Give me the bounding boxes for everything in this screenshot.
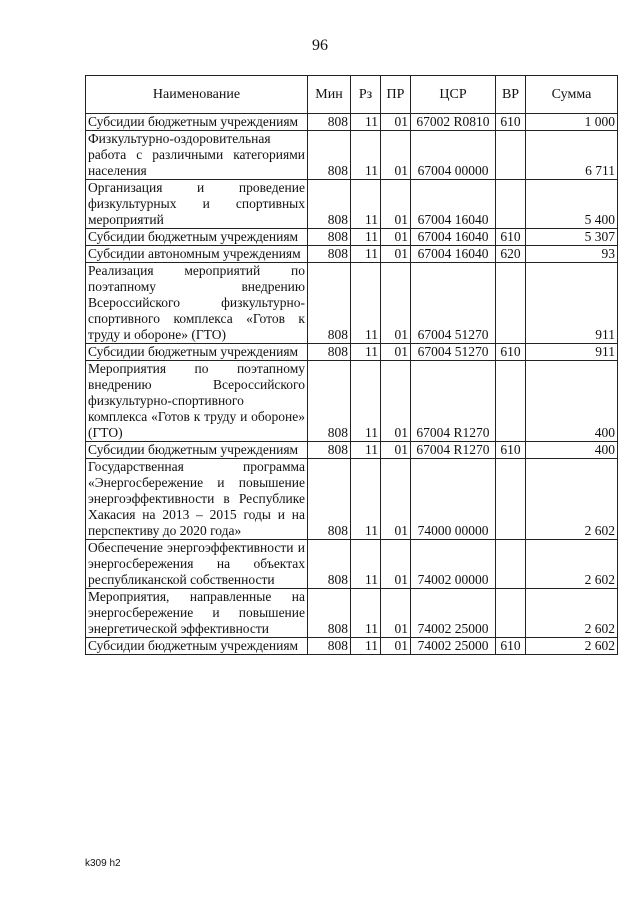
cell-min: 808 [308,442,351,459]
document-code: k309 h2 [85,858,121,869]
cell-min: 808 [308,229,351,246]
cell-sum: 911 [526,263,618,344]
cell-rz: 11 [351,229,381,246]
cell-pr: 01 [381,246,411,263]
cell-sum: 2 602 [526,589,618,638]
cell-name: Субсидии бюджетным учреждениям [86,344,308,361]
cell-sum: 5 400 [526,180,618,229]
cell-min: 808 [308,540,351,589]
cell-sum: 911 [526,344,618,361]
cell-rz: 11 [351,442,381,459]
cell-min: 808 [308,344,351,361]
cell-vr: 610 [496,344,526,361]
table-row [86,589,618,638]
cell-pr: 01 [381,442,411,459]
cell-name: Организация и проведение физкультурных и спортивных мероприятий [86,180,308,229]
cell-name: Мероприятия по поэтапному внедрению Всероссийского физкультурно-спортивного комплекса «Готов к труду и обороне» (ГТО) [86,361,308,442]
header-csr: ЦСР [411,76,496,114]
cell-csr: 74002 00000 [411,540,496,589]
cell-csr: 74000 00000 [411,459,496,540]
table-row [86,361,618,442]
cell-vr [496,361,526,442]
cell-name: Мероприятия, направленные на энергосбережение и повышение энергетической эффективности [86,589,308,638]
cell-pr: 01 [381,344,411,361]
cell-rz: 11 [351,114,381,131]
cell-rz: 11 [351,180,381,229]
cell-pr: 01 [381,361,411,442]
cell-name: Реализация мероприятий по поэтапному внедрению Всероссийского физкультурно-спортивного комплекса «Готов к труду и обороне» (ГТО) [86,263,308,344]
cell-min: 808 [308,589,351,638]
cell-vr: 620 [496,246,526,263]
cell-min: 808 [308,246,351,263]
header-sum: Сумма [526,76,618,114]
table-row [86,246,618,263]
cell-csr: 67002 R0810 [411,114,496,131]
cell-vr [496,540,526,589]
cell-sum: 5 307 [526,229,618,246]
cell-pr: 01 [381,114,411,131]
cell-pr: 01 [381,589,411,638]
cell-rz: 11 [351,246,381,263]
cell-csr: 67004 R1270 [411,442,496,459]
cell-csr: 67004 16040 [411,229,496,246]
cell-rz: 11 [351,263,381,344]
cell-sum: 2 602 [526,638,618,655]
budget-table [85,75,618,655]
cell-vr [496,180,526,229]
cell-vr: 610 [496,114,526,131]
header-vr: ВР [496,76,526,114]
table-row [86,540,618,589]
cell-rz: 11 [351,344,381,361]
cell-vr [496,589,526,638]
cell-sum: 2 602 [526,459,618,540]
table-row [86,263,618,344]
cell-min: 808 [308,114,351,131]
header-name: Наименование [86,76,308,114]
cell-csr: 67004 51270 [411,344,496,361]
cell-sum: 2 602 [526,540,618,589]
cell-rz: 11 [351,131,381,180]
cell-name: Обеспечение энергоэффективности и энергосбережения на объектах республиканской собственности [86,540,308,589]
header-pr: ПР [381,76,411,114]
cell-rz: 11 [351,540,381,589]
table-header-row [86,76,618,114]
cell-min: 808 [308,263,351,344]
cell-name: Субсидии автономным учреждениям [86,246,308,263]
cell-min: 808 [308,361,351,442]
table-row [86,131,618,180]
cell-rz: 11 [351,361,381,442]
cell-csr: 67004 16040 [411,246,496,263]
table-row [86,638,618,655]
table-row [86,114,618,131]
cell-name: Субсидии бюджетным учреждениям [86,442,308,459]
cell-pr: 01 [381,638,411,655]
cell-csr: 67004 51270 [411,263,496,344]
cell-pr: 01 [381,263,411,344]
cell-pr: 01 [381,180,411,229]
cell-vr [496,263,526,344]
cell-csr: 67004 00000 [411,131,496,180]
table-row [86,344,618,361]
table-body [86,114,618,655]
cell-name: Субсидии бюджетным учреждениям [86,229,308,246]
page-number: 96 [312,37,328,54]
cell-min: 808 [308,180,351,229]
cell-min: 808 [308,638,351,655]
cell-csr: 74002 25000 [411,638,496,655]
table-row [86,180,618,229]
table-row [86,459,618,540]
cell-name: Физкультурно-оздоровительная работа с различными категориями населения [86,131,308,180]
cell-sum: 400 [526,361,618,442]
table-row [86,229,618,246]
cell-pr: 01 [381,131,411,180]
cell-min: 808 [308,131,351,180]
cell-sum: 1 000 [526,114,618,131]
cell-sum: 6 711 [526,131,618,180]
cell-sum: 93 [526,246,618,263]
cell-sum: 400 [526,442,618,459]
cell-csr: 67004 16040 [411,180,496,229]
cell-vr: 610 [496,442,526,459]
cell-pr: 01 [381,459,411,540]
cell-name: Государственная программа «Энергосбережение и повышение энергоэффективности в Республике Хакасия на 2013 – 2015 годы и на перспективу до 2020 года» [86,459,308,540]
header-min: Мин [308,76,351,114]
header-rz: Рз [351,76,381,114]
cell-csr: 74002 25000 [411,589,496,638]
table-row [86,442,618,459]
cell-name: Субсидии бюджетным учреждениям [86,114,308,131]
cell-rz: 11 [351,459,381,540]
cell-vr: 610 [496,638,526,655]
cell-name: Субсидии бюджетным учреждениям [86,638,308,655]
cell-vr: 610 [496,229,526,246]
cell-rz: 11 [351,638,381,655]
cell-rz: 11 [351,589,381,638]
cell-min: 808 [308,459,351,540]
cell-pr: 01 [381,229,411,246]
cell-vr [496,459,526,540]
cell-csr: 67004 R1270 [411,361,496,442]
cell-vr [496,131,526,180]
cell-pr: 01 [381,540,411,589]
